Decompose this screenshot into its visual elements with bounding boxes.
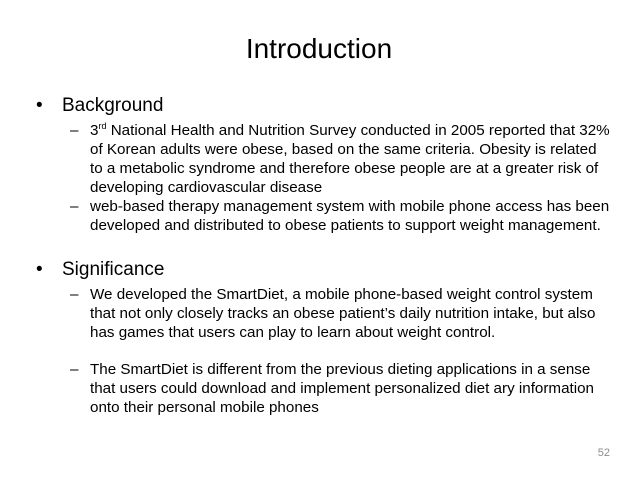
background-label: Background (62, 95, 164, 116)
dash-icon: – (70, 122, 79, 139)
list-item-text (90, 121, 610, 197)
slide-title: Introduction (245, 33, 393, 64)
significance-item-difference (70, 360, 610, 417)
page-number: 52 (597, 447, 610, 459)
survey-text: National Health and Nutrition Survey conducted in 2005 reported that 32% of Korean adults were obese, based on the same criteria. Obesity is related to a metabolic syndrome and therefore obese people are at a greater risk of developing cardiovascular disease (90, 122, 610, 196)
significance-heading (36, 259, 164, 281)
dash-icon: – (70, 286, 79, 303)
bullet-icon: • (36, 95, 43, 116)
dash-icon: – (70, 361, 79, 378)
list-item-text: We developed the SmartDiet, a mobile phone-based weight control system that not only closely tracks an obese patient’s daily nutrition intake, but also has games that users can play to learn about weight control. (90, 286, 596, 341)
background-item-web-therapy (70, 197, 610, 235)
survey-ordinal-suffix: rd (98, 121, 107, 131)
background-item-survey (70, 121, 610, 197)
list-item-text: The SmartDiet is different from the previous dieting applications in a sense that users could download and implement personalized diet ary information onto their personal mobile phones (90, 361, 595, 416)
bullet-icon: • (36, 259, 43, 280)
background-heading (36, 95, 163, 117)
dash-icon: – (70, 198, 79, 215)
significance-label: Significance (62, 259, 165, 280)
significance-item-smartdiet (70, 285, 610, 342)
list-item-text: web-based therapy management system with mobile phone access has been developed and distributed to obese patients to support weight management. (90, 198, 610, 234)
survey-ordinal: 3 (90, 122, 99, 139)
